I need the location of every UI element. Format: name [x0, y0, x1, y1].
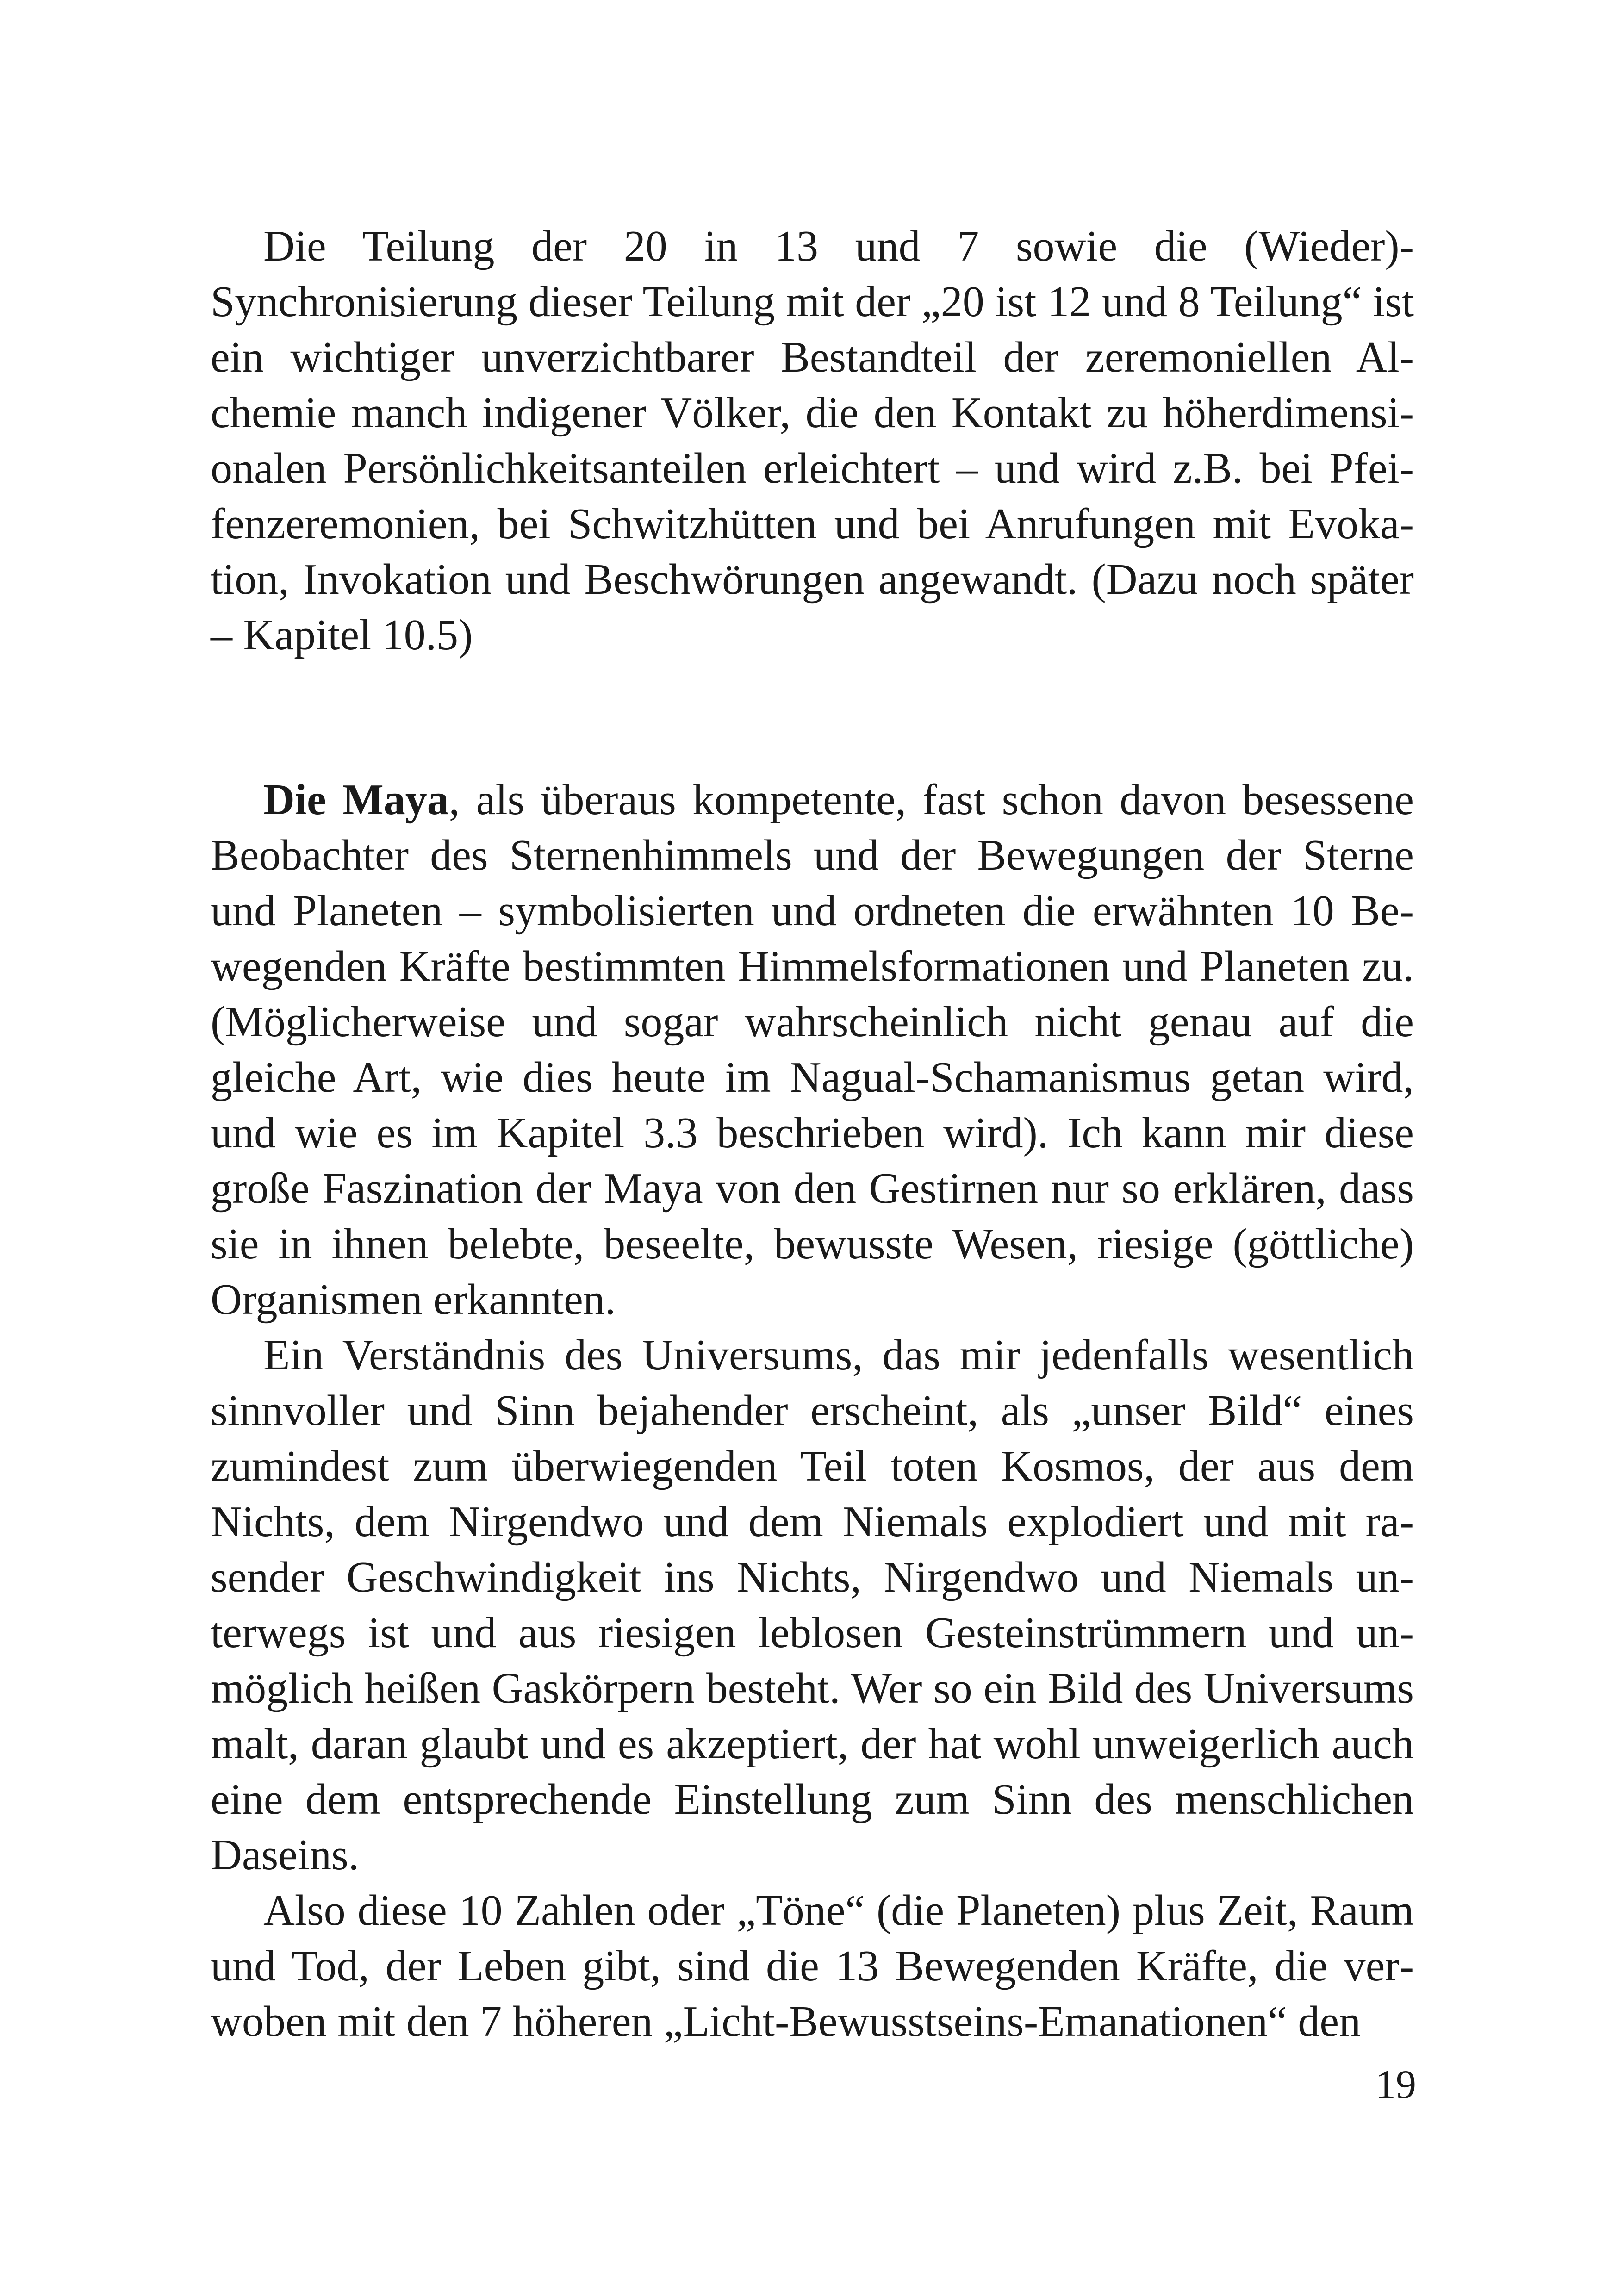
page-number: 19 [1375, 2062, 1416, 2107]
paragraph-text: Die Teilung der 20 in 13 und 7 sowie die (Wieder)-Synchronisierung dieser Teilung mit der „20 ist 12 und 8 Teilung“ ist ein wichtiger unverzichtbarer Bestandteil der zeremoniellen Alchemie manch indigener Völker, die den Kontakt zu höherdimensionalen Persönlichkeitsanteilen erleichtert – und wird z.B. bei Pfeifenzeremonien, bei Schwitzhütten und bei Anrufungen mit Evokation, Invokation und Beschwörungen angewandt. (Dazu noch später – Kapitel 10.5) [211, 222, 1414, 659]
paragraph-text: Ein Verständnis des Universums, das mir jedenfalls wesentlich sinnvoller und Sinn bejahender erscheint, als „unser Bild“ eines zumindest zum überwiegenden Teil toten Kosmos, der aus dem Nichts, dem Nirgendwo und dem Niemals explodiert und mit rasender Geschwindigkeit ins Nichts, Nirgendwo und Niemals unterwegs ist und aus riesigen leblosen Gesteinstrümmern und unmöglich heißen Gaskörpern besteht. Wer so ein Bild des Universums malt, daran glaubt und es akzeptiert, der hat wohl unweigerlich auch eine dem entsprechende Einstellung zum Sinn des menschlichen Daseins. [211, 1331, 1414, 1879]
paragraph-text: Also diese 10 Zahlen oder „Töne“ (die Planeten) plus Zeit, Raum und Tod, der Leben gibt, sind die 13 Bewegenden Kräfte, die verwoben mit den 7 höheren „Licht-Bewusstseins-Emanationen“ den [211, 1886, 1414, 2046]
paragraph-teilung [211, 218, 1414, 663]
paragraph-zahlen [211, 1883, 1414, 2049]
paragraph-maya [211, 772, 1414, 1327]
body-text [211, 218, 1414, 2049]
paragraph-universum [211, 1327, 1414, 1883]
paragraph-lead-bold: Die Maya [263, 776, 449, 824]
paragraph-text: , als überaus kompetente, fast schon davon besessene Beobachter des Sternenhimmels und der Bewegungen der Sterne und Planeten – symbolisierten und ordneten die erwähnten 10 Bewegenden Kräfte bestimmten Himmelsformationen und Planeten zu. (Möglicherweise und sogar wahrscheinlich nicht genau auf die gleiche Art, wie dies heute im Nagual-Schamanismus getan wird, und wie es im Kapitel 3.3 beschrieben wird). Ich kann mir diese große Faszination der Maya von den Gestirnen nur so erklären, dass sie in ihnen belebte, beseelte, bewusste Wesen, riesige (göttliche) Organismen erkannten. [211, 776, 1414, 1324]
